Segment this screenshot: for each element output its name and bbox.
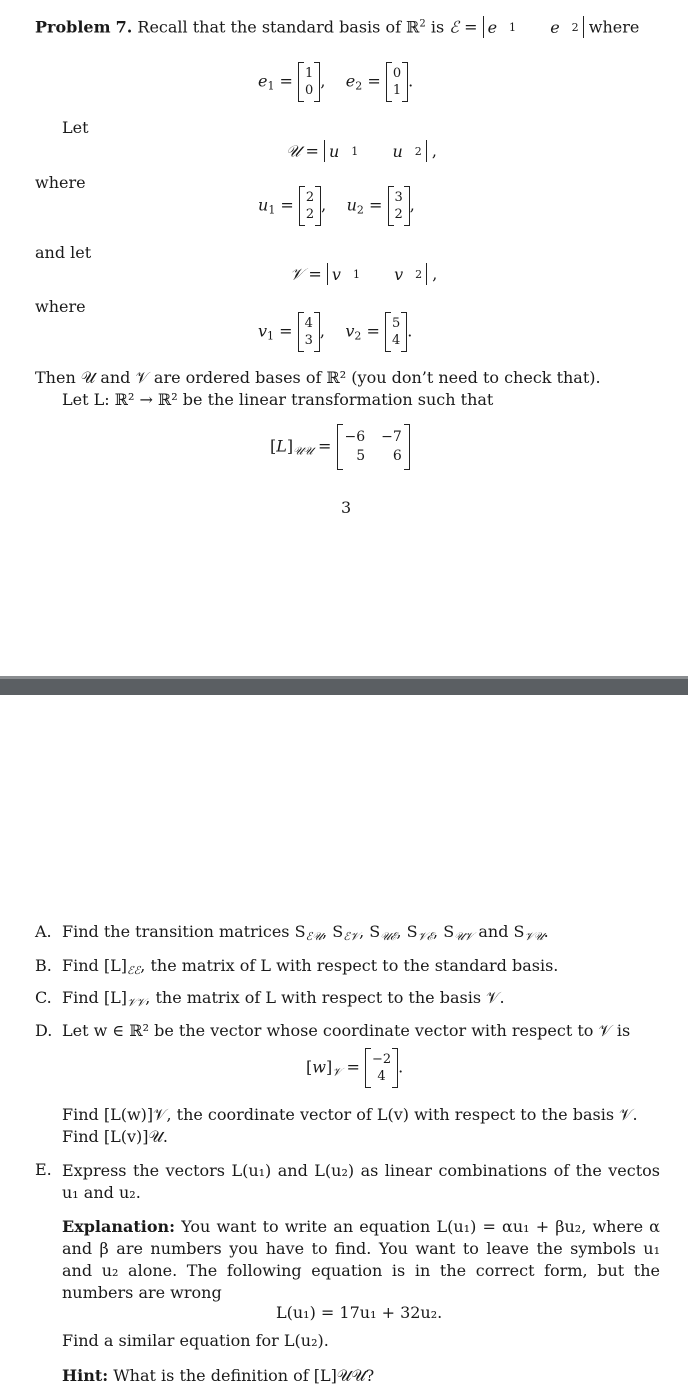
item-A-text: Find the transition matrices $S_{ℰ𝒰}$, $S_{ℰ𝒱}$, $S_{𝒰ℰ}$, $S_{𝒱ℰ}$, $S_{𝒰𝒱}$ and $S_{𝒱𝒰}$. (62, 922, 549, 943)
U-basis-eq: 𝒰 = u 1 u 2 , (286, 141, 437, 161)
u1-entry-2: 2 (305, 207, 315, 222)
and-let-label: and let (35, 243, 92, 262)
e2-entry-2: 1 (392, 83, 402, 98)
problem-intro: Recall that the standard basis of (137, 17, 402, 37)
LUU-11: −6 (344, 429, 366, 445)
item-D-find1: Find [L(w)]𝒱, the coordinate vector of L(v) with respect to the basis 𝒱. (62, 1105, 638, 1124)
item-B-letter: B. (35, 956, 52, 975)
page-divider (0, 676, 688, 695)
where-label-1: where (35, 173, 86, 192)
hint-line (62, 1366, 374, 1386)
item-B-a: Find [L] (62, 956, 127, 975)
u2-entry-1: 3 (394, 190, 403, 205)
L-UU-matrix-eq: $[L]_{𝒰𝒰}$ = −6 −7 5 6 (270, 424, 410, 470)
V-basis-eq: 𝒱 = v 1 v 2 , (290, 264, 438, 284)
LUU-12: −7 (381, 429, 402, 445)
e2-entry-1: 0 (392, 66, 402, 81)
item-A-letter: A. (35, 922, 52, 941)
LUU-21: 5 (356, 448, 366, 464)
explanation-label: Explanation: (62, 1217, 176, 1236)
item-B-text: Find $[L]_{ℰℰ}$, the matrix of L with respect to the standard basis. (62, 956, 559, 977)
E-basis-row: e 1 e 2 (483, 16, 584, 38)
item-E-text: Express the vectors L(u₁) and L(u₂) as linear combinations of the vectos u₁ and u₂. (62, 1161, 660, 1202)
explanation-block (62, 1216, 660, 1304)
problem-heading: Problem 7. Recall that the standard basis of ℝ$^2$ is ℰ = e 1 e 2 where (35, 17, 640, 37)
item-D-find2: Find [L(v)]𝒰. (62, 1127, 168, 1146)
v-vectors: $v_1$ = 4 3 , $v_2$ = 5 4 . (258, 312, 412, 352)
explanation-text: You want to write an equation L(u₁) = αu₁ + βu₂, where α and β are numbers you have to find. You want to leave the symbols u₁ and u₂ alone. The following equation is in the correct form, but the numbers are wrong (62, 1217, 660, 1302)
item-C-a: Find [L] (62, 988, 127, 1007)
problem-label: Problem (35, 17, 111, 37)
w-V-eq: $[w]_𝒱$ = −2 4 . (306, 1048, 403, 1088)
item-C-letter: C. (35, 988, 52, 1007)
item-B-b: , the matrix of L with respect to the standard basis. (140, 956, 559, 975)
LUU-22: 6 (392, 448, 402, 464)
page-number: 3 (341, 498, 352, 517)
example-equation: L(u₁) = 17u₁ + 32u₂. (276, 1303, 443, 1322)
v2-entry-1: 5 (391, 316, 401, 331)
u-vectors: $u_1$ = 2 2 , $u_2$ = 3 2 , (258, 186, 415, 226)
hint-label: Hint: (62, 1366, 109, 1385)
wV-entry-1: −2 (371, 1052, 392, 1067)
item-C-b: , the matrix of L with respect to the basis 𝒱. (145, 988, 505, 1007)
hint-text: What is the definition of [L]𝒰𝒰? (113, 1366, 375, 1385)
wV-entry-2: 4 (377, 1069, 386, 1084)
u1-entry-1: 2 (305, 190, 315, 205)
let-label: Let (62, 118, 89, 137)
v2-entry-2: 4 (391, 333, 401, 348)
let-L-line: Let L: ℝ² → ℝ² be the linear transformation such that (62, 390, 494, 409)
item-E-find: Find a similar equation for L(u₂). (62, 1331, 329, 1350)
e-vectors: $e_1$ = 1 0 , $e_2$ = 0 1 . (258, 62, 413, 102)
item-E-letter: E. (35, 1160, 52, 1179)
u2-entry-2: 2 (394, 207, 403, 222)
item-C-text: Find $[L]_{𝒱𝒱}$, the matrix of L with respect to the basis 𝒱. (62, 988, 505, 1009)
item-D-letter: D. (35, 1021, 53, 1040)
v1-entry-1: 4 (304, 316, 313, 331)
where-label-2: where (35, 297, 86, 316)
e1-entry-1: 1 (305, 66, 314, 81)
item-A-prefix: Find the transition matrices S (62, 922, 306, 941)
v1-entry-2: 3 (304, 333, 313, 348)
problem-intro-end: where (588, 17, 640, 37)
problem-number: 7. (115, 17, 133, 37)
item-D-text: Let w ∈ ℝ² be the vector whose coordinate vector with respect to 𝒱 is (62, 1021, 631, 1040)
then-line: Then 𝒰 and 𝒱 are ordered bases of ℝ² (you don’t need to check that). (35, 368, 601, 387)
e1-entry-2: 0 (305, 83, 314, 98)
item-A-and: and (478, 922, 509, 941)
